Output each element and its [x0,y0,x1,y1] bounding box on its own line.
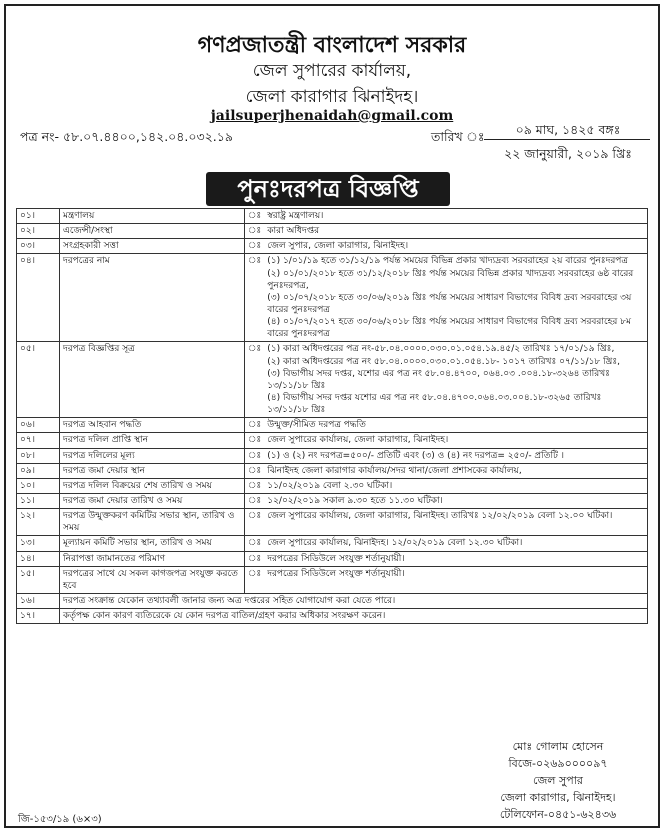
table-row [17,254,648,342]
row-label: দরপত্র দলিল বিক্রয়ের শেষ তারিখ ও সময় [60,478,245,493]
row-number: ১০। [17,478,60,493]
govt-title: গণপ্রজাতন্ত্রী বাংলাদেশ সরকার [197,33,467,58]
row-colon: ঃ [245,239,265,254]
row-colon: ঃ [245,566,265,593]
table-row [17,551,648,566]
note-text: দরপত্র সংক্রান্ত যেকোন তথ্যাবলী জানার জন্য অত্র দপ্তরের সহিত যোগাযোগ করা যেতে পারে। [60,593,648,608]
row-value: জেল সুপারের কার্যালয়, জেলা কারাগার, ঝিনাইদহ। তারিখঃ ১২/০২/২০১৯ বেলা ১২.০০ ঘটিকা। [264,509,647,536]
row-number: ০১। [17,209,60,224]
row-colon: ঃ [245,551,265,566]
row-label: নিরাপত্তা জামানতের পরিমাণ [60,551,245,566]
row-value: জেল সুপারের কার্যালয়, জেলা কারাগার, ঝিনাইদহ। [264,433,647,448]
table-row [17,209,648,224]
note-row [17,593,648,608]
table-row [17,342,648,418]
row-number: ০৬। [17,418,60,433]
row-number: ০৮। [17,448,60,463]
table-row [17,566,648,593]
row-label: মন্ত্রণালয় [60,209,245,224]
row-label: দরপত্রের নাম [60,254,245,342]
row-colon: ঃ [245,493,265,508]
row-value: (১) ও (২) নং দরপত্র=৫০০/- প্রতিটি এবং (৩) ও (৪) নং দরপত্র= ২৫০/- প্রতিটি । [264,448,647,463]
table-row [17,448,648,463]
table-row [17,478,648,493]
row-number: ১১। [17,493,60,508]
row-label: মূল্যায়ন কমিটি সভার স্থান, তারিখ ও সময় [60,536,245,551]
row-colon: ঃ [245,433,265,448]
row-number: ০৯। [17,463,60,478]
row-value: স্বরাষ্ট্র মন্ত্রণালয়। [264,209,647,224]
table-row [17,433,648,448]
signatory-office: জেলা কারাগার, ঝিনাইদহ। [500,791,616,804]
row-label: দরপত্র দলিলের মূল্য [60,448,245,463]
table-row [17,224,648,239]
row-number: ১৫। [17,566,60,593]
row-colon: ঃ [245,224,265,239]
row-label: এজেন্সী/সংস্থা [60,224,245,239]
row-number: ০৪। [17,254,60,342]
row-number: ০২। [17,224,60,239]
row-number: ০৫। [17,342,60,418]
row-value: জেল সুপার, জেলা কারাগার, ঝিনাইদহ। [264,239,647,254]
signatory-phone: টেলিফোন-০৪৫১-৬২৪৩৬ [499,808,617,821]
row-label: দরপত্র আহবান পদ্ধতি [60,418,245,433]
row-label: দরপত্র দলিল প্রাপ্তি স্থান [60,433,245,448]
footer-code: জি-১৫৩/১৯ (৬×৩) [18,814,102,825]
reference-number: পত্র নং- ৫৮.০৭.৪৪০০,১৪২.০৪.০৩২.১৯ [20,129,233,144]
row-number: ০৩। [17,239,60,254]
row-value: ঝিনাইদহ জেলা কারাগার কার্যালয়/সদর থানা/জেলা প্রশাসকের কার্যালয়, [264,463,647,478]
row-label: দরপত্র জমা দেয়ার স্থান [60,463,245,478]
row-colon: ঃ [245,509,265,536]
row-label: দরপত্র উন্মুক্তকরণ কমিটির সভার স্থান, তারিখ ও সময় [60,509,245,536]
table-row [17,239,648,254]
tender-table [16,208,648,624]
row-number: ১৩। [17,536,60,551]
table-row [17,509,648,536]
table-row [17,536,648,551]
row-number: ১২। [17,509,60,536]
note-number: ১৭। [17,609,60,624]
row-colon: ঃ [245,418,265,433]
row-colon: ঃ [245,254,265,342]
row-value: উন্মুক্ত/সীমিত দরপত্র পদ্ধতি [264,418,647,433]
date-bangla: ০৯ মাঘ, ১৪২৫ বঙ্গঃ [515,122,621,137]
table-row [17,493,648,508]
office-location: জেলা কারাগার ঝিনাইদহ। [245,87,419,107]
row-colon: ঃ [245,536,265,551]
signatory-name: মোঃ গোলাম হোসেন [512,740,604,753]
row-label: দরপত্র বিজ্ঞপ্তির সূত্র [60,342,245,418]
row-label: দরপত্র জমা দেয়ার তারিখ ও সময় [60,493,245,508]
row-colon: ঃ [245,448,265,463]
row-value: ১২/০২/২০১৯ সকাল ৯.৩০ হতে ১১.৩০ ঘটিকা। [264,493,647,508]
row-colon: ঃ [245,478,265,493]
notice-title: পুনঃদরপত্র বিজ্ঞপ্তি [206,172,450,206]
row-number: ০৭। [17,433,60,448]
date-divider [484,139,650,140]
row-colon: ঃ [245,209,265,224]
notice-page [4,4,660,828]
row-value: (১) কারা অধিদপ্তরের পত্র নং-৫৮.০৪.০০০০.০৩০.০১.০৫৪.১৯.৪৫/২ তারিখঃ ১৭/০১/১৯ খ্রিঃ, (২) কারা অধিদপ্তরের পত্র নং ৫৮.০৪.০০০০.০৩০.০১.০৫৪.১৮- ১০১৭ তারিখঃ ০৭/১১/১৮ খ্রিঃ, (৩) বিভাগীয় সদর দপ্তর, যশোর এর পত্র নং ৫৮.০৪.৪৭০০, ০৬৪.০৩ .০০৪.১৮-৩২৬৪ তারিখঃ ১৩/১১/১৮ খ্রিঃ (৪) বিভাগীয় সদর দপ্তর যশোর এর পত্র নং ৫৮.০৪.৪৭০০.০৬৪.০৩.০০৪.১৮-৩২৬৫ তারিখঃ ১৩/১১/১৮ খ্রিঃ [264,342,647,418]
date-label: তারিখ ঃ [431,129,485,144]
row-label: সংগ্রহকারী সত্তা [60,239,245,254]
table-row [17,418,648,433]
row-value: জেল সুপারের কার্যালয়, ঝিনাইদহ। ১২/০২/২০১৯ বেলা ১২.৩০ ঘটিকা। [264,536,647,551]
row-value: দরপত্রের সিডিউলে সংযুক্ত শর্তানুযায়ী। [264,566,647,593]
row-label: দরপত্রের সাথে যে সকল কাগজপত্র সংযুক্ত করতে হবে [60,566,245,593]
row-colon: ঃ [245,342,265,418]
row-value: দরপত্রের সিডিউলে সংযুক্ত শর্তানুযায়ী। [264,551,647,566]
row-value: ১১/০২/২০১৯ বেলা ২.৩০ ঘটিকা। [264,478,647,493]
signatory-id: বিজে-০২৬৯০০০০৯৭ [508,757,608,770]
row-value: কারা অধিদপ্তর [264,224,647,239]
date-english: ২২ জানুয়ারী, ২০১৯ খ্রিঃ [504,146,632,161]
row-value: (১) ১/০১/১৯ হতে ৩১/১২/১৯ পর্যন্ত সময়ের বিভিন্ন প্রকার খাদ্যদ্রব্য সরবরাহের ২য় বারের পুনঃদরপত্র (২) ০১/০১/২০১৮ হতে ৩১/১২/২০১৮ খ্রিঃ পর্যন্ত সময়ের বিভিন্ন প্রকার খাদ্যদ্রব্য সরবরাহের ৬ষ্ঠ বারের পুনঃদরপত্র, (৩) ০১/০৭/২০১৮ হতে ৩০/০৬/২০১৯ খ্রিঃ পর্যন্ত সময়ের সাধারণ বিভাগের বিবিধ দ্রব্য সরবরাহের ৩য় বারের পুনঃদরপত্র (৪) ০১/০৭/২০১৭ হতে ৩০/০৬/২০১৮ খ্রিঃ পর্যন্ত সময়ের সাধারণ বিভাগের বিবিধ দ্রব্য সরবরাহের ৮ম বারের পুনঃদরপত্র [264,254,647,342]
note-row [17,609,648,624]
table-row [17,463,648,478]
signatory-designation: জেল সুপার [533,774,583,787]
row-number: ১৪। [17,551,60,566]
office-name: জেল সুপারের কার্যালয়, [252,61,412,81]
email-link[interactable]: jailsuperjhenaidah@gmail.com [210,108,454,124]
note-text: কর্তৃপক্ষ কোন কারণ ব্যতিরেকে যে কোন দরপত্র বাতিল/গ্রহণ করার অধিকার সংরক্ষণ করেন। [60,609,648,624]
note-number: ১৬। [17,593,60,608]
row-colon: ঃ [245,463,265,478]
